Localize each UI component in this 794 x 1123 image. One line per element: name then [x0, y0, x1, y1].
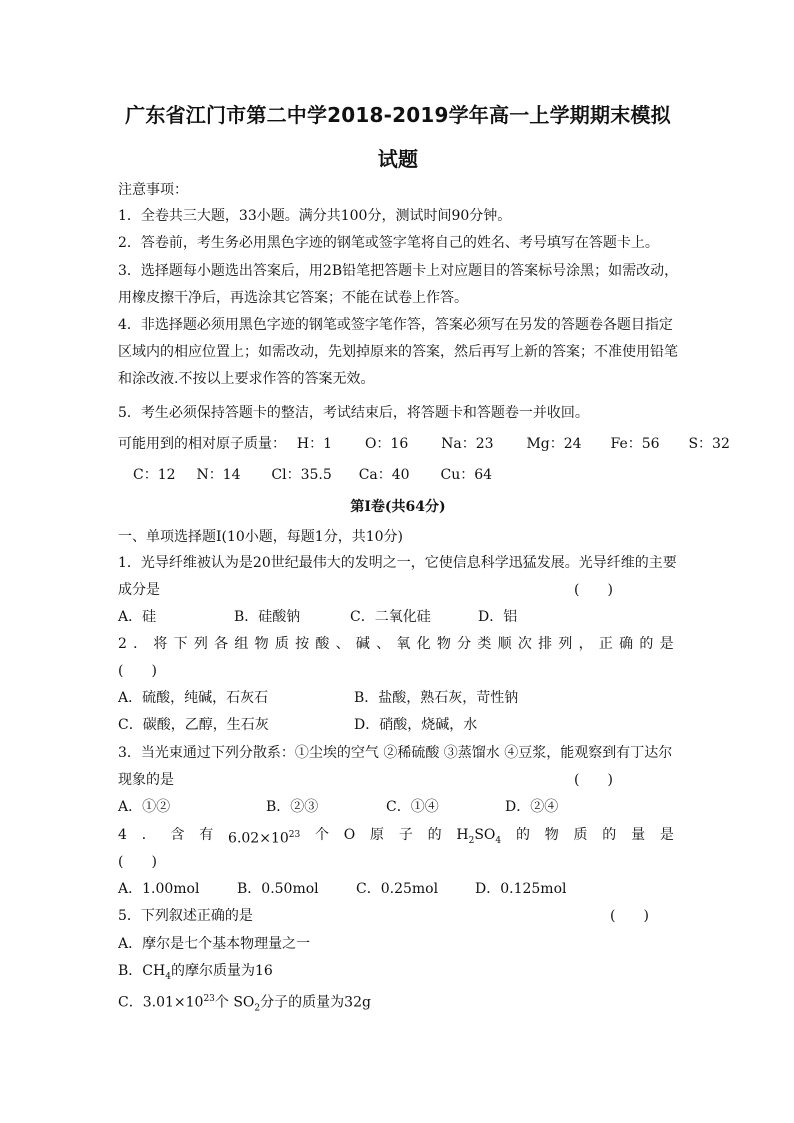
q4-option-a: A．1.00mol — [118, 881, 200, 897]
q2-char: 分 — [457, 636, 472, 652]
q2-char: 化 — [416, 636, 431, 652]
q5-option-c-sub: 2 — [254, 1003, 261, 1014]
q4-formula-sub: 2 — [468, 835, 475, 846]
q4-formula-sub: 4 — [495, 835, 502, 846]
answer-blank: ( ) — [574, 582, 613, 598]
question-1-stem-continued: 成分是 — [118, 582, 160, 598]
q2-char: 质 — [274, 636, 289, 652]
q5-option-c-text-end: 分子的质量为32g — [260, 994, 371, 1011]
q4-option-b: B．0.50mol — [237, 881, 319, 897]
notice-item-4-line1: 4．非选择题必须用黑色字迹的钢笔或签字笔作答，答案必须写在另发的答题卷各题目指定 — [118, 317, 673, 333]
question-4-stem — [118, 825, 674, 851]
q2-option-a: A．硫酸，纯碱，石灰石 — [118, 690, 269, 706]
q2-char: 2 — [118, 636, 127, 652]
notice-item-2: 2．答卷前，考生务必用黑色字迹的钢笔或签字笔将自己的姓名、考号填写在答题卡上。 — [118, 235, 659, 251]
mass-mg: Mg：24 — [526, 436, 582, 452]
atomic-masses-label: 可能用到的相对原子质量： — [118, 436, 286, 452]
q4-part: 的 — [515, 827, 530, 843]
q3-option-c: C．①④ — [386, 799, 439, 815]
q1-option-a: A．硅 — [118, 609, 157, 625]
q5-option-a: A．摩尔是七个基本物理量之一 — [118, 936, 311, 952]
q2-char: 确 — [619, 636, 634, 652]
mass-s: S：32 — [688, 436, 730, 452]
notice-heading: 注意事项： — [118, 182, 188, 198]
mass-fe: Fe：56 — [610, 436, 660, 452]
notice-item-3-line1: 3．选择题每小题选出答案后，用2B铅笔把答题卡上对应题目的答案标号涂黑；如需改动， — [118, 263, 679, 279]
question-3-stem: 3．当光束通过下列分散系：①尘埃的空气 ②稀硫酸 ③蒸馏水 ④豆浆，能观察到有丁达尔 — [118, 745, 673, 761]
q5-option-b — [118, 961, 273, 987]
q2-char: 按 — [295, 636, 310, 652]
page-title-continued: 试题 — [377, 147, 419, 171]
q2-char: 次 — [517, 636, 532, 652]
q4-part: 是 — [659, 827, 674, 843]
q5-option-c-text-mid: 个 SO — [214, 994, 255, 1011]
mass-c: C：12 — [133, 467, 176, 483]
q2-char: 类 — [477, 636, 492, 652]
page-title: 广东省江门市第二中学2018-2019学年高一上学期期末模拟 — [125, 103, 671, 127]
q4-part: 有 — [199, 827, 214, 843]
q2-option-b: B．盐酸，熟石灰，苛性钠 — [354, 690, 519, 706]
q3-option-a: A．①② — [118, 799, 171, 815]
notice-item-5: 5．考生必须保持答题卡的整洁，考试结束后，将答题卡和答题卷一并收回。 — [118, 405, 589, 421]
q4-part: 含 — [170, 827, 185, 843]
q2-char: 列 — [193, 636, 208, 652]
q2-char: 的 — [639, 636, 654, 652]
q2-char: 碱 — [355, 636, 370, 652]
q4-formula — [456, 825, 501, 851]
question-3-stem-continued: 现象的是 — [118, 772, 174, 788]
q4-part: 原 — [370, 827, 385, 843]
q1-option-c: C．二氧化硅 — [350, 609, 431, 625]
q5-option-b-text: B．CH — [118, 963, 166, 979]
q2-char: ， — [578, 636, 593, 652]
q2-char: 组 — [234, 636, 249, 652]
q4-exponent: 23 — [288, 830, 301, 840]
notice-item-3-line2: 用橡皮擦干净后，再选涂其它答案；不能在试卷上作答。 — [118, 290, 468, 306]
q2-char: 将 — [153, 636, 168, 652]
q3-option-d: D．②④ — [505, 799, 559, 815]
notice-item-1: 1．全卷共三大题，33小题。满分共100分，测试时间90分钟。 — [118, 208, 512, 224]
mass-cu: Cu：64 — [440, 467, 493, 483]
q5-option-c-text: C．3.01×10 — [118, 994, 204, 1011]
q4-option-c: C．0.25mol — [356, 881, 439, 897]
q4-part: 质 — [573, 827, 588, 843]
q2-char: 排 — [538, 636, 553, 652]
mass-na: Na：23 — [441, 436, 494, 452]
answer-blank: ( ) — [574, 772, 613, 788]
q4-avogadro — [228, 825, 300, 851]
q4-part: 的 — [602, 827, 617, 843]
q4-formula-so: SO — [474, 827, 496, 843]
q2-char: 、 — [335, 636, 350, 652]
q2-char: 、 — [376, 636, 391, 652]
question-2-stem — [118, 634, 674, 654]
answer-blank: ( ) — [118, 663, 157, 679]
mass-cl: Cl：35.5 — [271, 467, 332, 483]
q4-part: 物 — [544, 827, 559, 843]
atomic-masses-row-2 — [133, 465, 492, 485]
q2-char: 正 — [598, 636, 613, 652]
q4-part: 量 — [631, 827, 646, 843]
q4-part: O — [343, 827, 356, 843]
q5-option-c-exponent: 23 — [203, 994, 215, 1004]
q2-char: 是 — [659, 636, 674, 652]
mass-n: N：14 — [196, 467, 241, 483]
q4-part: 4 — [118, 827, 127, 843]
q2-char: 各 — [214, 636, 229, 652]
q4-part: 的 — [427, 827, 442, 843]
q2-char: 列 — [558, 636, 573, 652]
answer-blank: ( ) — [118, 854, 157, 870]
question-1-stem: 1．光导纤维被认为是20世纪最伟大的发明之一，它使信息科学迅猛发展。光导纤维的主要 — [118, 555, 677, 571]
q2-char: ． — [133, 636, 148, 652]
q3-option-b: B．②③ — [266, 799, 319, 815]
answer-blank: ( ) — [610, 908, 649, 924]
notice-item-4-line3: 和涂改液.不按以上要求作答的答案无效。 — [118, 371, 375, 387]
q2-option-c: C．碳酸，乙醇，生石灰 — [118, 717, 269, 733]
q2-char: 酸 — [315, 636, 330, 652]
q2-char: 氧 — [396, 636, 411, 652]
section-heading: 第Ⅰ卷(共64分) — [350, 499, 446, 515]
mass-h: H：1 — [296, 436, 333, 452]
q2-char: 顺 — [497, 636, 512, 652]
q5-option-b-text-end: 的摩尔质量为16 — [170, 963, 273, 979]
notice-item-4-line2: 区域内的相应位置上；如需改动，先划掉原来的答案，然后再写上新的答案；不准使用铅笔 — [118, 344, 678, 360]
q2-char: 物 — [254, 636, 269, 652]
atomic-masses-row-1 — [118, 434, 730, 454]
q4-part: ． — [141, 827, 156, 843]
q4-part: 个 — [315, 827, 329, 843]
q5-option-b-sub: 4 — [165, 971, 171, 982]
q4-number: 6.02×10 — [228, 830, 289, 847]
q2-option-d: D．硝酸，烧碱，水 — [354, 717, 478, 733]
q4-formula-h: H — [456, 827, 469, 843]
part-1-heading: 一、单项选择题Ⅰ(10小题，每题1分，共10分) — [118, 529, 403, 545]
q2-char: 物 — [436, 636, 451, 652]
q4-part: 子 — [398, 827, 413, 843]
q5-option-c — [118, 989, 371, 1018]
mass-ca: Ca：40 — [358, 467, 410, 483]
question-5-stem: 5．下列叙述正确的是 — [118, 908, 253, 924]
mass-o: O：16 — [364, 436, 409, 452]
q1-option-b: B．硅酸钠 — [234, 609, 301, 625]
q4-option-d: D．0.125mol — [475, 881, 567, 897]
q2-char: 下 — [173, 636, 188, 652]
q1-option-d: D．铝 — [478, 609, 518, 625]
